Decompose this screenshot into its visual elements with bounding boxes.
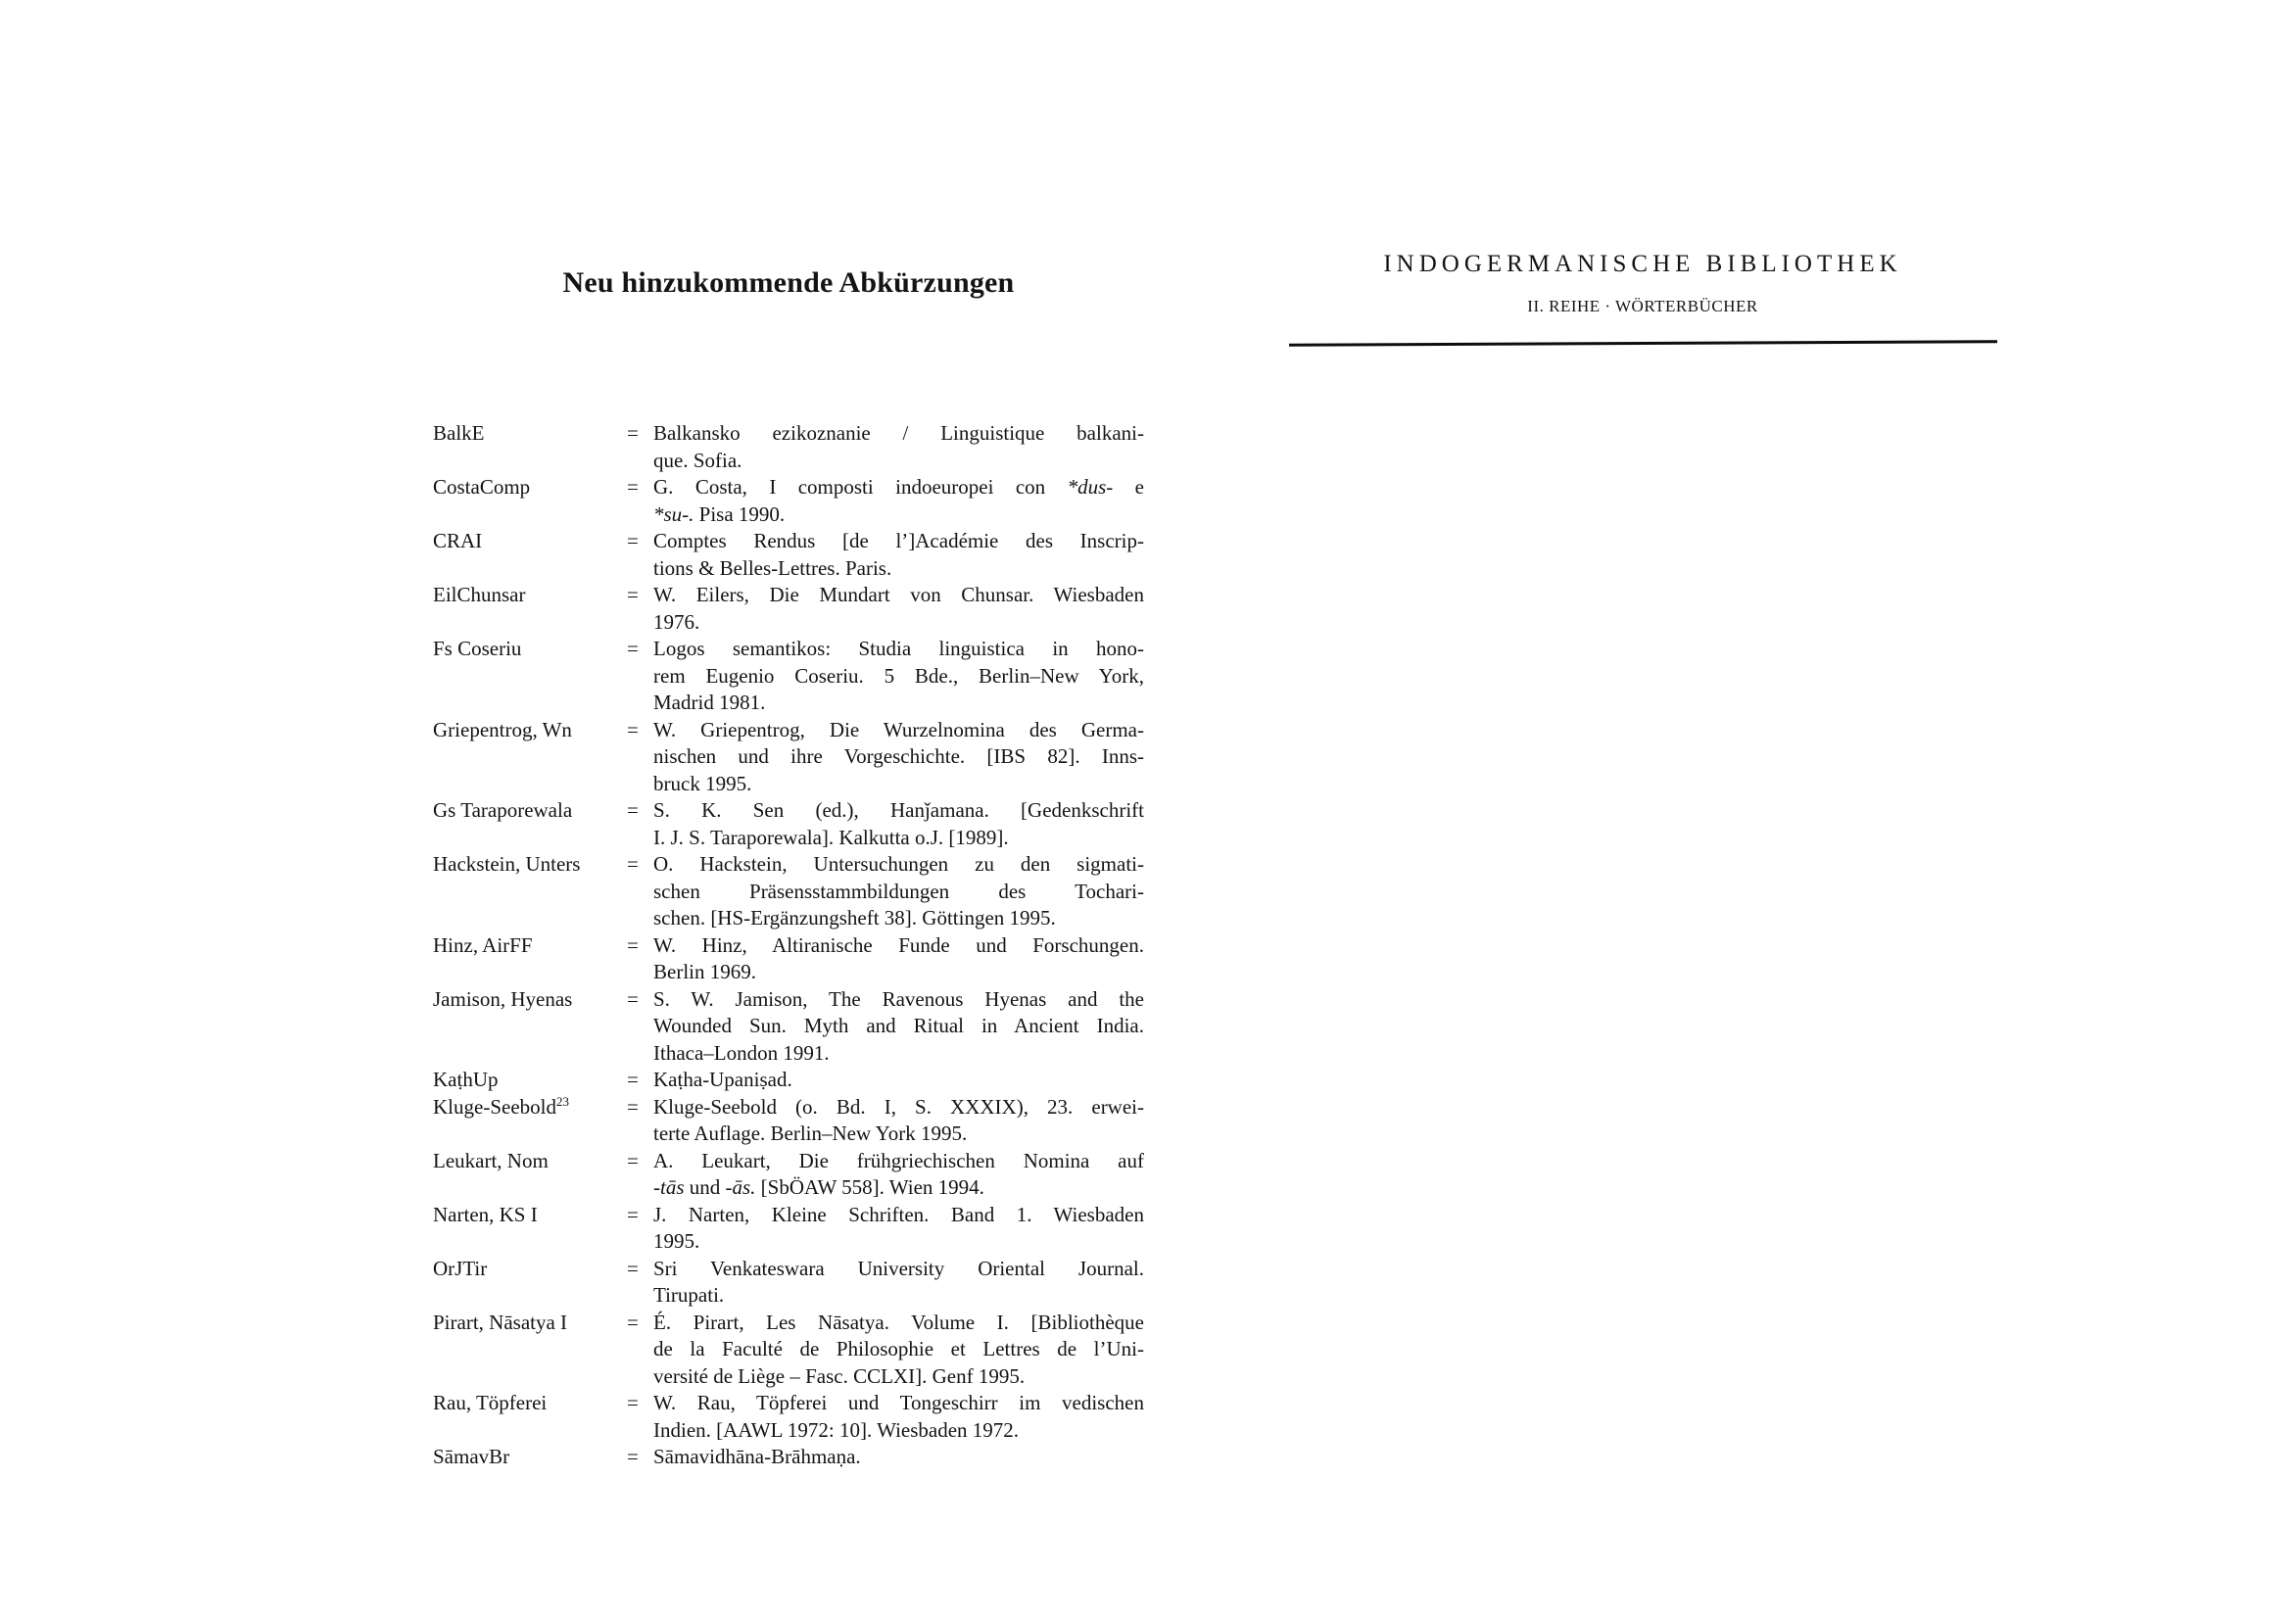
definition-line: W. Eilers, Die Mundart von Chunsar. Wiesbaden — [653, 583, 1144, 606]
equals-sign: = — [627, 1094, 639, 1119]
series-title: INDOGERMANISCHE BIBLIOTHEK — [1383, 251, 1902, 277]
abbrev-term: Leukart, Nom — [433, 1148, 549, 1172]
abbreviation-entry — [433, 1256, 1144, 1310]
abbrev-term: CostaComp — [433, 475, 531, 499]
abbrev-definition — [653, 932, 1144, 986]
abbrev-definition — [653, 986, 1144, 1068]
abbrev-term: KaṭhUp — [433, 1068, 499, 1091]
abbrev-term: Kluge-Seebold$^{23}$ — [433, 1093, 569, 1119]
abbrev-definition — [653, 1390, 1144, 1444]
abbrev-term: OrJTir — [433, 1256, 488, 1280]
abbrev-definition — [653, 1256, 1144, 1310]
abbrev-term: Rau, Töpferei — [433, 1391, 548, 1414]
abbreviation-entry — [433, 528, 1144, 582]
definition-line: Balkansko ezikoznanie / Linguistique balkani- — [653, 421, 1144, 445]
abbreviation-entry — [433, 986, 1144, 1068]
abbrev-term: Griepentrog, Wn — [433, 717, 572, 741]
equals-sign: = — [627, 932, 639, 957]
definition-line: *su-. Pisa 1990. — [653, 501, 786, 526]
definition-line: schen. [HS-Ergänzungsheft 38]. Göttingen 1995. — [653, 906, 1056, 930]
abbrev-term: Hackstein, Unters — [433, 852, 581, 876]
definition-line: 1995. — [653, 1229, 700, 1253]
abbreviation-entry — [433, 1444, 1144, 1471]
abbrev-definition — [653, 797, 1144, 851]
equals-sign: = — [627, 798, 639, 822]
definition-line: Madrid 1981. — [653, 691, 766, 714]
equals-sign: = — [627, 1310, 639, 1334]
definition-line: Ithaca–London 1991. — [653, 1040, 830, 1065]
equals-sign: = — [627, 583, 639, 606]
definition-line: Sāmavidhāna-Brāhmaṇa. — [653, 1445, 861, 1468]
definition-line: versité de Liège – Fasc. CCLXI]. Genf 1995. — [653, 1363, 1026, 1388]
equals-sign: = — [627, 1391, 639, 1414]
abbreviation-entry — [433, 474, 1144, 528]
definition-line: bruck 1995. — [653, 771, 752, 795]
definition-line: Indien. [AAWL 1972: 10]. Wiesbaden 1972. — [653, 1417, 1020, 1442]
abbrev-definition — [653, 851, 1144, 932]
definition-line: Berlin 1969. — [653, 960, 756, 983]
definition-line: Sri Venkateswara University Oriental Journal. — [653, 1256, 1144, 1280]
definition-line: G. Costa, I composti indoeuropei con *dus- e — [653, 475, 1144, 499]
abbrev-term: Narten, KS I — [433, 1202, 538, 1226]
equals-sign: = — [627, 421, 639, 445]
abbrev-definition — [653, 582, 1144, 636]
definition-line: Tirupati. — [653, 1283, 725, 1307]
abbrev-term: EilChunsar — [433, 583, 526, 606]
equals-sign: = — [627, 1068, 639, 1091]
abbrev-definition — [653, 474, 1144, 528]
definition-line: Wounded Sun. Myth and Ritual in Ancient India. — [653, 1014, 1144, 1037]
abbrev-definition — [653, 1148, 1144, 1202]
abbreviation-entry — [433, 932, 1144, 986]
definition-line: S. W. Jamison, The Ravenous Hyenas and the — [653, 986, 1144, 1011]
abbrev-term: Fs Coseriu — [433, 637, 522, 660]
definition-line: O. Hackstein, Untersuchungen zu den sigmati- — [653, 852, 1144, 876]
definition-line: S. K. Sen (ed.), Hanǰamana. [Gedenkschrift — [653, 798, 1144, 822]
definition-line: Kaṭha-Upaniṣad. — [653, 1068, 792, 1091]
equals-sign: = — [627, 529, 639, 552]
abbrev-definition — [653, 420, 1144, 474]
definition-line: W. Griepentrog, Die Wurzelnomina des Germa- — [653, 717, 1144, 741]
definition-line: que. Sofia. — [653, 448, 742, 472]
definition-line: I. J. S. Taraporewala]. Kalkutta o.J. [1989]. — [653, 825, 1009, 849]
abbreviation-entry — [433, 1094, 1144, 1148]
abbrev-term: BalkE — [433, 421, 485, 445]
abbrev-term: Gs Taraporewala — [433, 798, 573, 822]
abbrev-term: Jamison, Hyenas — [433, 986, 573, 1011]
abbrev-definition — [653, 1444, 1144, 1471]
definition-line: A. Leukart, Die frühgriechischen Nomina auf — [653, 1148, 1144, 1172]
abbreviation-entry — [433, 420, 1144, 474]
abbrev-term: SāmavBr — [433, 1445, 510, 1468]
definition-line: É. Pirart, Les Nāsatya. Volume I. [Bibliothèque — [653, 1310, 1144, 1334]
definition-line: de la Faculté de Philosophie et Lettres de l’Uni- — [653, 1337, 1144, 1360]
definition-line: J. Narten, Kleine Schriften. Band 1. Wiesbaden — [653, 1202, 1144, 1226]
abbreviation-entry — [433, 797, 1144, 851]
equals-sign: = — [627, 852, 639, 876]
abbreviation-entry — [433, 1202, 1144, 1256]
abbreviation-entry — [433, 1390, 1144, 1444]
definition-line: tions & Belles-Lettres. Paris. — [653, 555, 892, 580]
abbrev-definition — [653, 1067, 1144, 1094]
definition-line: Logos semantikos: Studia linguistica in hono- — [653, 637, 1144, 660]
equals-sign: = — [627, 986, 639, 1011]
abbrev-definition — [653, 636, 1144, 717]
abbrev-definition — [653, 717, 1144, 798]
definition-line: W. Rau, Töpferei und Tongeschirr im vedischen — [653, 1391, 1144, 1414]
definition-line: terte Auflage. Berlin–New York 1995. — [653, 1121, 968, 1145]
abbreviation-entry — [433, 636, 1144, 717]
abbreviation-entry — [433, 851, 1144, 932]
abbreviation-entry — [433, 1067, 1144, 1094]
equals-sign: = — [627, 1445, 639, 1468]
abbrev-definition — [653, 528, 1144, 582]
equals-sign: = — [627, 475, 639, 499]
definition-line: Comptes Rendus [de l’]Académie des Inscrip- — [653, 529, 1144, 552]
abbreviation-list — [433, 420, 1144, 1471]
definition-line: rem Eugenio Coseriu. 5 Bde., Berlin–New York, — [653, 663, 1144, 688]
abbrev-term: Hinz, AirFF — [433, 932, 533, 957]
abbreviation-entry — [433, 717, 1144, 798]
definition-line: -tās und -ās. [SbÖAW 558]. Wien 1994. — [653, 1175, 984, 1199]
abbrev-definition — [653, 1094, 1144, 1148]
definition-line: Kluge-Seebold (o. Bd. I, S. XXXIX), 23. erwei- — [653, 1094, 1144, 1119]
separator-rule — [1289, 340, 1997, 347]
abbrev-definition — [653, 1310, 1144, 1391]
definition-line: schen Präsensstammbildungen des Tochari- — [653, 879, 1144, 903]
definition-line: W. Hinz, Altiranische Funde und Forschungen. — [653, 932, 1144, 957]
abbreviation-entry — [433, 1310, 1144, 1391]
equals-sign: = — [627, 1202, 639, 1226]
definition-line: 1976. — [653, 609, 700, 634]
equals-sign: = — [627, 1148, 639, 1172]
equals-sign: = — [627, 637, 639, 660]
series-subtitle: II. REIHE · WÖRTERBÜCHER — [1527, 297, 1758, 315]
equals-sign: = — [627, 717, 639, 741]
page-title: Neu hinzukommende Abkürzungen — [562, 266, 1015, 299]
abbreviation-entry — [433, 582, 1144, 636]
abbrev-term: Pirart, Nāsatya I — [433, 1310, 568, 1334]
term-superscript: 23 — [555, 1093, 569, 1109]
abbreviation-entry — [433, 1148, 1144, 1202]
abbrev-term: CRAI — [433, 529, 483, 552]
definition-line: nischen und ihre Vorgeschichte. [IBS 82]. Inns- — [653, 744, 1144, 768]
equals-sign: = — [627, 1256, 639, 1280]
abbrev-definition — [653, 1202, 1144, 1256]
